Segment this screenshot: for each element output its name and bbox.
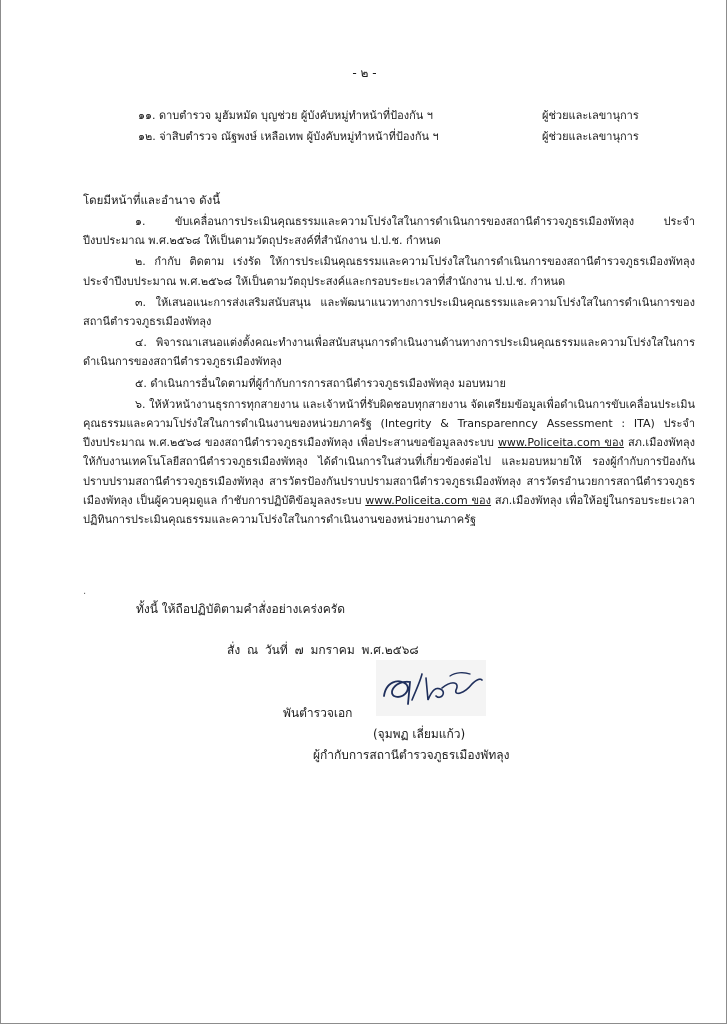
duty-item: ๓. ให้เสนอแนะการส่งเสริมสนับสนุน และพัฒนาแนวทางการประเมินคุณธรรมและความโปร่งใสในการดำเนินการของสถานีตำรวจภูธรเมืองพัทลุง	[83, 295, 695, 329]
duty-item-6	[83, 395, 695, 529]
signature-icon	[376, 660, 486, 716]
page-number: - ๒ -	[352, 66, 377, 80]
member-role: ผู้ช่วยและเลขานุการ	[542, 109, 639, 122]
duties-intro: โดยมีหน้าที่และอำนาจ ดังนี้	[83, 193, 221, 207]
policeita-link[interactable]: www.Policeita.com ของ	[365, 493, 492, 507]
duty-item: ๑. ขับเคลื่อนการประเมินคุณธรรมและความโปร่งใสในการดำเนินการของสถานีตำรวจภูธรเมืองพัทลุง ประจำปีงบประมาณ พ.ศ.๒๕๖๘ ให้เป็นตามวัตถุประสงค์ที่สำนักงาน ป.ป.ช. กำหนด	[83, 215, 695, 248]
handwritten-signature	[376, 660, 486, 716]
duties-list	[83, 212, 695, 531]
duty6-text-part1: ๖. ให้หัวหน้างานธุรการทุกสายงาน และเจ้าหน้าที่รับผิดชอบทุกสายงาน จัดเตรียมข้อมูลเพื่อดำเนินการขับเคลื่อนประเมินคุณธรรมและความโปร่งใสในการดำเนินงานของหน่วยภาครัฐ (Integrity & Transparenncy Assessment : ITA) ประจำปีงบประมาณ พ.ศ.๒๕๖๘ ของสถานีตำรวจภูธรเมืองพัทลุง เพื่อประสานขอข้อมูลลงระบบ	[83, 397, 695, 450]
duty-item: ๒. กำกับ ติดตาม เร่งรัด ให้การประเมินคุณธรรมและความโปร่งใสในการดำเนินการของสถานีตำรวจภูธรเมืองพัทลุง ประจำปีงบประมาณ พ.ศ.๒๕๖๘ ให้เป็นตามวัตถุประสงค์และกรอบระยะเวลาที่สำนักงาน ป.ป.ช. กำหนด	[83, 255, 695, 288]
duty6-text-part3: สภ.เมืองพัทลุง เพื่อให้อยู่ในกรอบระยะเวลาปฏิทินการประเมินคุณธรรมและความโปร่งใสในการดำเนินงานของหน่วยงานภาครัฐ	[83, 493, 696, 527]
duty6-text-part2: สภ.เมืองพัทลุง ให้กับงานเทคโนโลยีสถานีตำรวจภูธรเมืองพัทลุง ได้ดำเนินการในส่วนที่เกี่ยวข้องต่อไป และมอบหมายให้ รองผู้กำกับการป้องกันปราบปรามสถานีตำรวจภูธรเมืองพัทลุง สารวัตรป้องกันปราบปรามสถานีตำรวจภูธรเมืองพัทลุง สารวัตรอำนวยการสถานีตำรวจภูธรเมืองพัทลุง เป็นผู้ควบคุมดูแล กำชับการปฏิบัติข้อมูลลงระบบ	[83, 436, 696, 507]
signer-name: (จุมพฏ เลี่ยมแก้ว)	[373, 727, 466, 741]
duty-item: ๕. ดำเนินการอื่นใดตามที่ผู้กำกับการการสถานีตำรวจภูธรเมืองพัทลุง มอบหมาย	[135, 376, 506, 390]
member-name: ๑๒. จ่าสิบตำรวจ ณัฐพงษ์ เหลือเทพ ผู้บังคับหมู่ทำหน้าที่ป้องกัน ฯ	[138, 130, 439, 143]
ordered-date: สั่ง ณ วันที่ ๗ มกราคม พ.ศ.๒๕๖๘	[227, 643, 419, 657]
member-line-11	[138, 108, 658, 124]
duty-item: ๔. พิจารณาเสนอแต่งตั้งคณะทำงานเพื่อสนับสนุนการดำเนินงานด้านทางการประเมินคุณธรรมและความโปร่งใสในการดำเนินการของสถานีตำรวจภูธรเมืองพัทลุง	[83, 336, 695, 369]
closing-statement: ทั้งนี้ ให้ถือปฏิบัติตามคำสั่งอย่างเคร่งครัด	[136, 602, 346, 616]
member-role: ผู้ช่วยและเลขานุการ	[542, 130, 639, 143]
stray-mark: .	[83, 586, 87, 597]
member-name: ๑๑. ดาบตำรวจ มูฮัมหมัด บุญช่วย ผู้บังคับหมู่ทำหน้าที่ป้องกัน ฯ	[138, 109, 433, 122]
member-line-12	[138, 129, 658, 145]
signer-rank: พันตำรวจเอก	[283, 706, 353, 720]
signer-position: ผู้กำกับการสถานีตำรวจภูธรเมืองพัทลุง	[313, 748, 510, 762]
policeita-link[interactable]: www.Policeita.com ของ	[497, 436, 624, 450]
